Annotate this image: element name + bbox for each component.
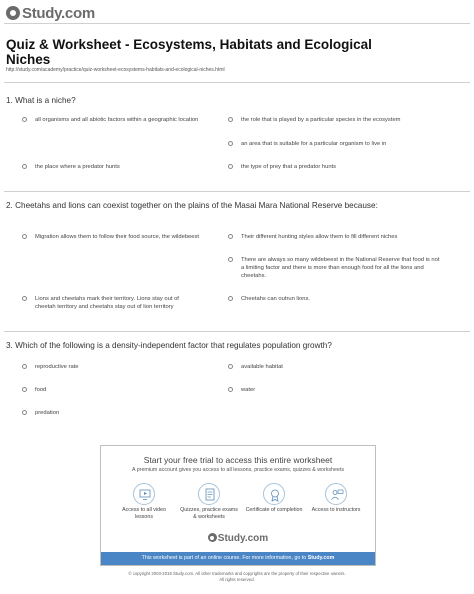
instructor-icon xyxy=(325,483,347,505)
q2-option-e[interactable] xyxy=(228,295,441,303)
q3-option-e[interactable] xyxy=(22,409,200,417)
feature-label: Certificate of completion xyxy=(245,507,303,513)
free-trial-promo xyxy=(100,445,376,566)
radio-icon[interactable] xyxy=(22,410,27,415)
radio-icon[interactable] xyxy=(228,296,233,301)
feature-certificate xyxy=(244,483,304,514)
copyright-footer xyxy=(0,571,474,583)
q3-option-d[interactable] xyxy=(228,386,406,394)
option-label: the role that is played by a particular species in the ecosystem xyxy=(241,117,401,123)
promo-logo xyxy=(101,533,375,544)
feature-video-lessons xyxy=(114,483,174,521)
radio-icon[interactable] xyxy=(22,387,27,392)
copyright-line-2: All rights reserved. xyxy=(219,577,255,582)
radio-icon[interactable] xyxy=(22,117,27,122)
q1-option-c[interactable] xyxy=(228,140,441,148)
q2-option-c[interactable] xyxy=(228,256,441,280)
feature-label: Quizzes, practice exams & worksheets xyxy=(180,507,238,520)
worksheet-icon xyxy=(198,483,220,505)
radio-icon[interactable] xyxy=(228,141,233,146)
q1-option-a[interactable] xyxy=(22,116,200,124)
option-label: Their different hunting styles allow them to fill different niches xyxy=(241,234,398,240)
radio-icon[interactable] xyxy=(228,257,233,262)
logo-mark-icon xyxy=(6,6,20,20)
radio-icon[interactable] xyxy=(228,364,233,369)
option-label: Migration allows them to follow their food source, the wildebeest xyxy=(35,234,200,240)
question-3-text: 3. Which of the following is a density-independent factor that regulates population growth? xyxy=(6,341,332,350)
feature-worksheets xyxy=(179,483,239,521)
radio-icon[interactable] xyxy=(22,234,27,239)
feature-label: Access to instructors xyxy=(311,507,361,513)
promo-logo-text: Study.com xyxy=(217,533,269,544)
study-com-logo xyxy=(6,4,95,22)
option-label: There are always so many wildebeest in the National Reserve that food is not a limiting factor and there is more than enough food for all the lions and cheetahs. xyxy=(241,257,440,279)
promo-info-bar xyxy=(101,552,375,565)
radio-icon[interactable] xyxy=(22,164,27,169)
option-label: all organisms and all abiotic factors within a geographic location xyxy=(35,117,199,123)
option-label: the place where a predator hunts xyxy=(35,164,120,170)
promo-bar-text: This worksheet is part of an online course. For more information, go to xyxy=(141,555,307,561)
question-divider xyxy=(4,331,470,332)
video-lesson-icon xyxy=(133,483,155,505)
promo-subtext: A premium account gives you access to all lessons, practice exams, quizzes & worksheets xyxy=(132,467,344,473)
option-label: water xyxy=(241,387,256,393)
q3-option-c[interactable] xyxy=(22,386,200,394)
feature-label: Access to all video lessons xyxy=(122,507,166,520)
copyright-line-1: © copyright 2003-2015 Study.com. All other trademarks and copyrights are the property of their respective owners. xyxy=(128,571,346,576)
page-url: http://study.com/academy/practice/quiz-worksheet-ecosystems-habitats-and-ecological-niches.html xyxy=(6,67,225,73)
option-label: available habitat xyxy=(241,364,283,370)
radio-icon[interactable] xyxy=(228,387,233,392)
option-label: predation xyxy=(35,410,60,416)
q3-option-a[interactable] xyxy=(22,363,200,371)
feature-instructors xyxy=(306,483,366,514)
radio-icon[interactable] xyxy=(228,164,233,169)
q2-option-b[interactable] xyxy=(228,233,441,241)
option-label: food xyxy=(35,387,47,393)
option-label: reproductive rate xyxy=(35,364,79,370)
header-divider xyxy=(4,23,470,24)
radio-icon[interactable] xyxy=(228,234,233,239)
option-label: Cheetahs can outrun lions. xyxy=(241,296,310,302)
logo-text: Study.com xyxy=(22,4,95,22)
certificate-icon xyxy=(263,483,285,505)
q2-option-d[interactable] xyxy=(22,295,200,311)
q1-option-b[interactable] xyxy=(228,116,441,124)
option-label: the type of prey that a predator hunts xyxy=(241,164,337,170)
promo-headline: Start your free trial to access this entire worksheet xyxy=(143,455,333,465)
q1-option-d[interactable] xyxy=(22,163,200,171)
option-label: an area that is suitable for a particular organism to live in xyxy=(241,141,387,147)
promo-bar-link[interactable]: Study.com xyxy=(307,555,335,561)
radio-icon[interactable] xyxy=(22,364,27,369)
question-2-text: 2. Cheetahs and lions can coexist together on the plains of the Masai Mara National Reserve because: xyxy=(6,201,378,210)
radio-icon[interactable] xyxy=(228,117,233,122)
option-label: Lions and cheetahs mark their territory. Lions stay out of cheetah territory and cheetahs stay out of lion territory xyxy=(35,296,179,310)
logo-mark-icon xyxy=(208,533,217,542)
page-title: Quiz & Worksheet - Ecosystems, Habitats and Ecological Niches xyxy=(6,37,372,67)
title-divider xyxy=(4,82,470,83)
q3-option-b[interactable] xyxy=(228,363,406,371)
question-divider xyxy=(4,191,470,192)
q2-option-a[interactable] xyxy=(22,233,200,241)
radio-icon[interactable] xyxy=(22,296,27,301)
q1-option-e[interactable] xyxy=(228,163,441,171)
question-1-text: 1. What is a niche? xyxy=(6,96,76,105)
